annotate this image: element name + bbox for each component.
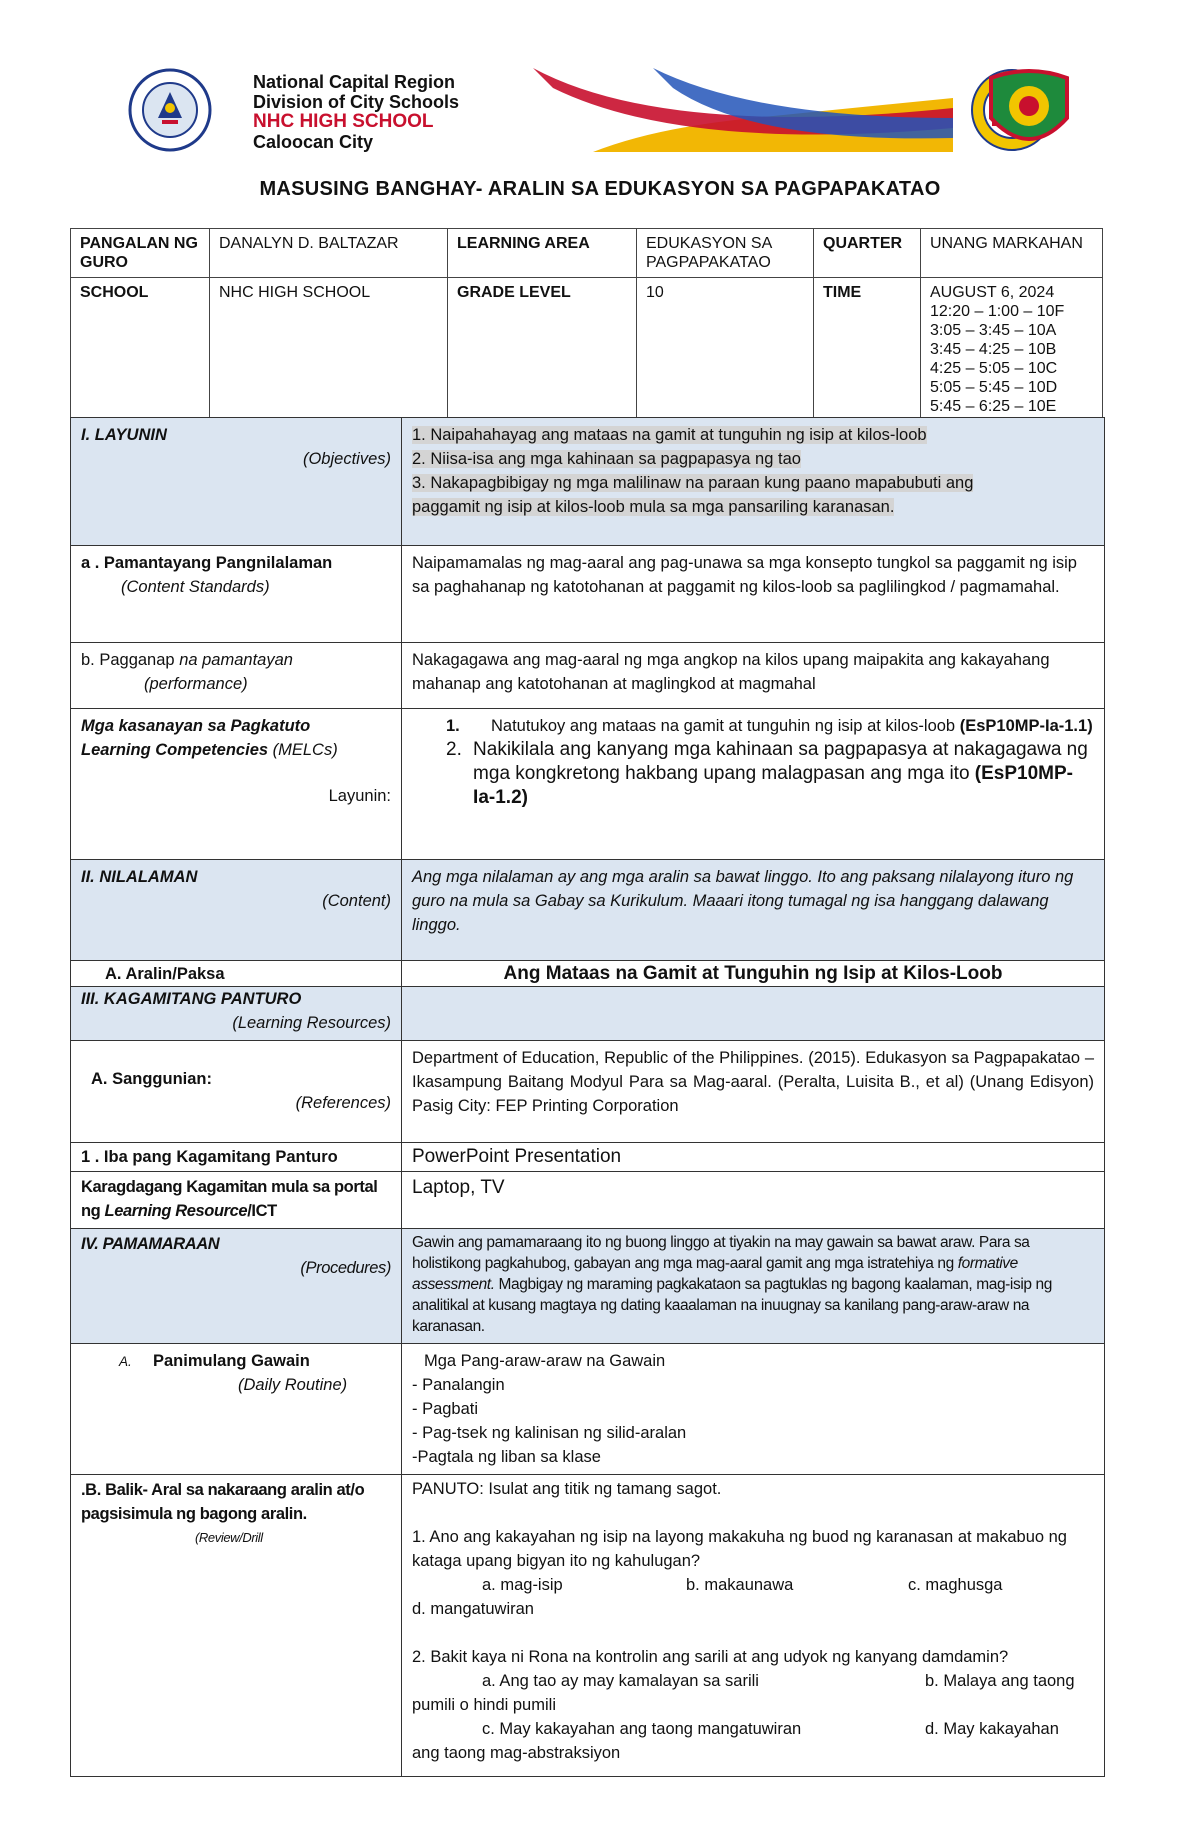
schedule-line: 5:05 – 5:45 – 10D bbox=[930, 379, 1058, 396]
choice: b. Malaya ang taong bbox=[925, 1672, 1075, 1690]
additional-materials-row bbox=[71, 1172, 1105, 1229]
school-seal-icon bbox=[985, 68, 1073, 154]
choice: ang taong mag-abstraksiyon bbox=[412, 1744, 621, 1762]
performance-text: Nakagagawa ang mag-aaral ng mga angkop na kilos upang maipakita ang kakayahang mahanap ang katotohanan at maglingkod at magmahal bbox=[402, 643, 1105, 709]
topic-row bbox=[71, 961, 1105, 987]
other-materials-label: 1 . Iba pang Kagamitang Panturo bbox=[71, 1143, 402, 1172]
schedule-line: 3:45 – 4:25 – 10B bbox=[930, 341, 1057, 358]
references-label: A. Sanggunian: bbox=[91, 1070, 212, 1088]
lesson-plan-table bbox=[70, 417, 1105, 1777]
performance-label: b. Pagganap bbox=[81, 651, 175, 669]
melc-row bbox=[71, 709, 1105, 860]
references-text: Department of Education, Republic of the Philippines. (2015). Edukasyon sa Pagpapakatao – Ikasampung Baitang Modyul Para sa Mag-aaral. (Peralta, Luisita B., et al) (Unang Edisyon) Pasig City: FEP Printing Corporation bbox=[402, 1041, 1105, 1143]
content-sub: (Content) bbox=[322, 892, 391, 910]
review-label-2: pagsisimula ng bagong aralin. bbox=[81, 1505, 307, 1523]
info-table bbox=[70, 228, 1103, 422]
question-2: 2. Bakit kaya ni Rona na kontrolin ang sarili at ang udyok ng kanyang damdamin? bbox=[412, 1648, 1009, 1666]
routine-item: Mga Pang-araw-araw na Gawain bbox=[424, 1352, 666, 1370]
instructions: PANUTO: Isulat ang titik ng tamang sagot. bbox=[412, 1480, 722, 1498]
performance-sub: (performance) bbox=[144, 675, 248, 693]
choice: b. makaunawa bbox=[686, 1576, 794, 1594]
choice: c. maghusga bbox=[908, 1576, 1003, 1594]
melc-label: Mga kasanayan sa Pagkatuto bbox=[81, 717, 311, 735]
schedule-line: AUGUST 6, 2024 bbox=[930, 284, 1055, 301]
additional-materials-label-suffix: /ICT bbox=[247, 1202, 277, 1220]
melc-label-2: Learning Competencies bbox=[81, 741, 269, 759]
melc-item-code: (EsP10MP-Ia-1.1) bbox=[959, 717, 1093, 735]
melc-item-code: (EsP10MP-Ia-1.2) bbox=[473, 763, 1073, 808]
learning-area-value: EDUKASYON SA PAGPAPAKATAO bbox=[637, 229, 814, 278]
learning-resources-sub: (Learning Resources) bbox=[232, 1014, 391, 1032]
performance-row bbox=[71, 643, 1105, 709]
objectives-row bbox=[71, 418, 1105, 546]
topic-text: Ang Mataas na Gamit at Tunguhin ng Isip at Kilos-Loob bbox=[402, 961, 1105, 987]
header-banner bbox=[233, 68, 953, 152]
daily-routine-label: Panimulang Gawain bbox=[153, 1352, 310, 1370]
learning-resources-row bbox=[71, 987, 1105, 1041]
grade-level-label: GRADE LEVEL bbox=[448, 278, 637, 422]
additional-materials-label-prefix: ng bbox=[81, 1202, 101, 1220]
schedule bbox=[921, 278, 1103, 422]
division-line: Division of City Schools bbox=[253, 92, 460, 112]
melc-item-number: 2. bbox=[446, 739, 462, 760]
routine-item: - Pag-tsek ng kalinisan ng silid-aralan bbox=[412, 1424, 687, 1442]
routine-item: - Panalangin bbox=[412, 1376, 505, 1394]
letterhead bbox=[128, 68, 1073, 154]
objective-item: 2. Niisa-isa ang mga kahinaan sa pagpapasya ng tao bbox=[412, 450, 801, 468]
choice: d. mangatuwiran bbox=[412, 1600, 534, 1618]
review-sub: (Review/Drill bbox=[195, 1530, 263, 1545]
time-label: TIME bbox=[814, 278, 921, 422]
melc-item-text: Nakikilala ang kanyang mga kahinaan sa pagpapasya at nakagagawa ng mga kongkretong hakbang upang malagpasan ang mga ito bbox=[473, 739, 1088, 784]
choice: d. May kakayahan bbox=[925, 1720, 1059, 1738]
references-row bbox=[71, 1041, 1105, 1143]
performance-label-italic: na pamantayan bbox=[179, 651, 293, 669]
procedures-text: Gawin ang pamamaraang ito ng buong linggo at tiyakin na may gawain sa bawat araw. Para sa holistikong pagkahubog, gabayan ang mga mag-aaral gamit ang mga istratehiya ng bbox=[412, 1234, 1030, 1272]
choice: a. Ang tao ay may kamalayan sa sarili bbox=[482, 1672, 759, 1690]
review-row bbox=[71, 1475, 1105, 1777]
melc-item-text: Natutukoy ang mataas na gamit at tunguhin ng isip at kilos-loob bbox=[491, 717, 956, 735]
quarter-label: QUARTER bbox=[814, 229, 921, 278]
schedule-line: 5:45 – 6:25 – 10E bbox=[930, 398, 1057, 415]
learning-resources-label: III. KAGAMITANG PANTURO bbox=[81, 990, 302, 1008]
school-value: NHC HIGH SCHOOL bbox=[210, 278, 448, 422]
other-materials-text: PowerPoint Presentation bbox=[402, 1143, 1105, 1172]
objective-item: 1. Naipahahayag ang mataas na gamit at tunguhin ng isip at kilos-loob bbox=[412, 426, 927, 444]
school-line: NHC HIGH SCHOOL bbox=[253, 111, 434, 132]
deped-seal-icon bbox=[128, 68, 212, 152]
document-title: MASUSING BANGHAY- ARALIN SA EDUKASYON SA PAGPAPAKATAO bbox=[259, 178, 941, 200]
grade-level-value: 10 bbox=[637, 278, 814, 422]
routine-item: - Pagbati bbox=[412, 1400, 479, 1418]
review-label: .B. Balik- Aral sa nakaraang aralin at/o bbox=[81, 1481, 365, 1499]
region-line: National Capital Region bbox=[253, 72, 456, 92]
content-standards-sub: (Content Standards) bbox=[121, 578, 270, 596]
question-1: 1. Ano ang kakayahan ng isip na layong makakuha ng buod ng karanasan at makabuo ng kataga upang bigyan ito ng kahulugan? bbox=[412, 1528, 1067, 1570]
objective-item: paggamit ng isip at kilos-loob mula sa mga pansariling karanasan. bbox=[412, 498, 895, 516]
content-standards-label: a . Pamantayang Pangnilalaman bbox=[81, 554, 333, 572]
daily-routine-row bbox=[71, 1344, 1105, 1475]
objective-item: 3. Nakapagbibigay ng mga malilinaw na paraan kung paano mapabubuti ang bbox=[412, 474, 974, 492]
melc-item-number: 1. bbox=[446, 717, 460, 735]
content-standards-row bbox=[71, 546, 1105, 643]
teacher-label: PANGALAN NG GURO bbox=[71, 229, 210, 278]
topic-label: A. Aralin/Paksa bbox=[105, 965, 225, 983]
choice: pumili o hindi pumili bbox=[412, 1696, 556, 1714]
schedule-line: 3:05 – 3:45 – 10A bbox=[930, 322, 1057, 339]
procedures-text-2: Magbigay ng maraming pagkakataon sa pagtuklas ng bagong kaalaman, mag-isip ng analitikal at kusang magtaya ng dating kaaalaman na inuugnay sa kanilang pang-araw-araw na karanasan. bbox=[412, 1276, 1052, 1335]
choice: a. mag-isip bbox=[482, 1576, 563, 1594]
daily-routine-letter: A. bbox=[119, 1354, 132, 1369]
procedures-row bbox=[71, 1229, 1105, 1344]
melc-sub: (MELCs) bbox=[272, 741, 338, 759]
school-label: SCHOOL bbox=[71, 278, 210, 422]
quarter-value: UNANG MARKAHAN bbox=[921, 229, 1103, 278]
schedule-line: 12:20 – 1:00 – 10F bbox=[930, 303, 1065, 320]
learning-area-label: LEARNING AREA bbox=[448, 229, 637, 278]
content-row bbox=[71, 860, 1105, 961]
additional-materials-text: Laptop, TV bbox=[402, 1172, 1105, 1229]
daily-routine-sub: (Daily Routine) bbox=[238, 1376, 348, 1394]
teacher-value: DANALYN D. BALTAZAR bbox=[210, 229, 448, 278]
objectives-label: I. LAYUNIN bbox=[81, 426, 167, 444]
content-text: Ang mga nilalaman ay ang mga aralin sa bawat linggo. Ito ang paksang nilalayong ituro ng guro na mula sa Gabay sa Kurikulum. Maaari itong tumagal ng isa hanggang dalawang linggo. bbox=[402, 860, 1105, 961]
procedures-text-italic: formative assessment. bbox=[412, 1255, 1018, 1293]
references-sub: (References) bbox=[295, 1094, 391, 1112]
other-materials-row bbox=[71, 1143, 1105, 1172]
city-line: Caloocan City bbox=[253, 132, 374, 152]
content-label: II. NILALAMAN bbox=[81, 868, 198, 886]
procedures-label: IV. PAMAMARAAN bbox=[81, 1235, 220, 1253]
additional-materials-label-italic: Learning Resource bbox=[104, 1202, 248, 1220]
melc-layunin: Layunin: bbox=[328, 787, 391, 805]
additional-materials-label: Karagdagang Kagamitan mula sa portal bbox=[81, 1178, 378, 1196]
routine-item: -Pagtala ng liban sa klase bbox=[412, 1448, 601, 1466]
choice: c. May kakayahan ang taong mangatuwiran bbox=[482, 1720, 802, 1738]
content-standards-text: Naipamamalas ng mag-aaral ang pag-unawa sa mga konsepto tungkol sa paggamit ng isip sa paghahanap ng katotohanan at paggamit ng kilos-loob sa paglilingkod / pagmamahal. bbox=[402, 546, 1105, 643]
schedule-line: 4:25 – 5:05 – 10C bbox=[930, 360, 1058, 377]
objectives-sub: (Objectives) bbox=[302, 450, 391, 468]
procedures-sub: (Procedures) bbox=[300, 1259, 391, 1277]
